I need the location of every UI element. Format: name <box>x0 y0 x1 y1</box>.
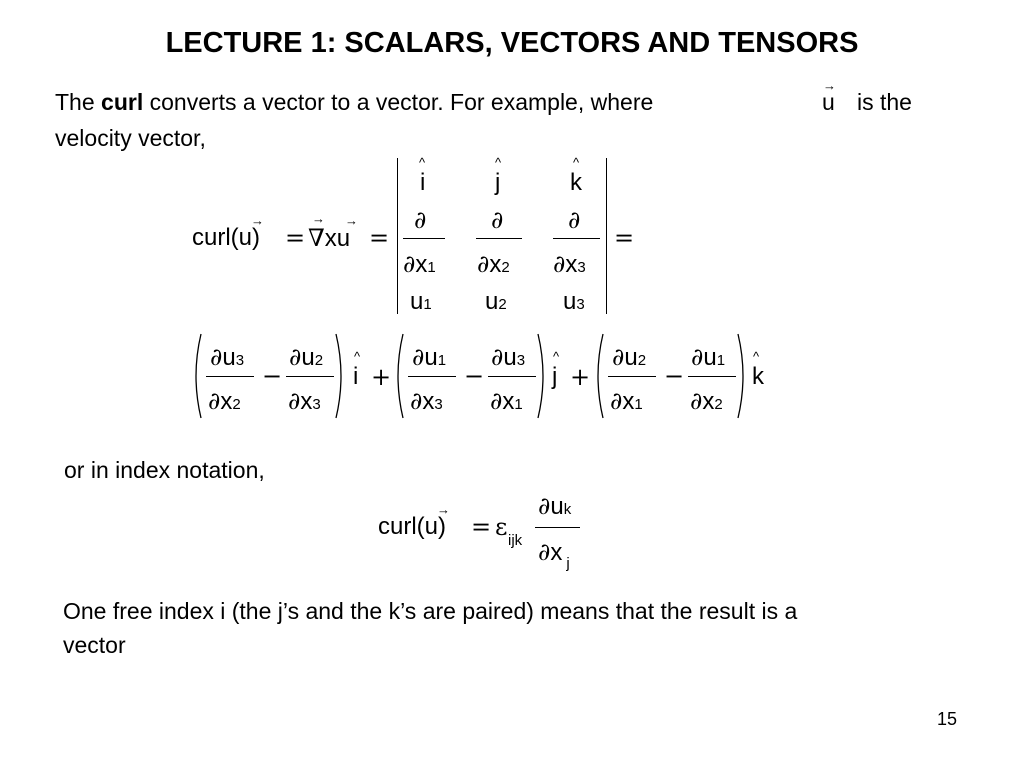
equals-sign: = <box>471 513 492 541</box>
numerator-partial-uk: ∂uk <box>538 492 572 520</box>
numerator-partial-u: ∂u1 <box>691 343 726 371</box>
fraction-bar <box>206 376 254 377</box>
intro-bold-curl: curl <box>101 89 144 115</box>
equals-sign: = <box>285 224 306 252</box>
denominator-partial-x: ∂x3 <box>410 387 443 415</box>
hat-icon: ^ <box>753 349 760 364</box>
unit-i: i <box>420 169 426 196</box>
nabla-cross-u: ∇xu <box>308 224 351 252</box>
numerator-partial-u: ∂u2 <box>612 343 647 371</box>
right-paren <box>537 333 549 419</box>
determinant-left-bar <box>397 158 398 314</box>
denominator-partial-x: ∂x2 <box>690 387 723 415</box>
minus-sign: − <box>664 362 685 390</box>
partial-x2: ∂x2 <box>477 250 510 278</box>
determinant-right-bar <box>606 158 607 314</box>
curl-lhs: curl(u) <box>378 513 447 540</box>
minus-sign: − <box>262 362 283 390</box>
denominator-partial-x: ∂x1 <box>610 387 643 415</box>
left-paren <box>392 333 404 419</box>
component-u3: u3 <box>563 288 585 315</box>
epsilon-subscript: ijk <box>508 532 523 549</box>
equals-sign: = <box>369 224 390 252</box>
intro-line-1 <box>55 91 653 114</box>
hat-icon: ^ <box>573 155 580 170</box>
vector-arrow-icon: → <box>823 78 836 93</box>
numerator-partial-u: ∂u3 <box>210 343 245 371</box>
slide-title: LECTURE 1: SCALARS, VECTORS AND TENSORS <box>165 27 859 59</box>
curl-lhs: curl(u) <box>192 224 261 251</box>
denominator-partial-x: ∂x2 <box>208 387 241 415</box>
partial-x1: ∂x1 <box>403 250 436 278</box>
unit-vector: j <box>552 363 558 390</box>
numerator-partial-u: ∂u1 <box>412 343 447 371</box>
plus-sign: + <box>570 363 591 391</box>
left-paren <box>592 333 604 419</box>
component-u2: u2 <box>485 288 507 315</box>
fraction-bar <box>535 527 580 528</box>
intro-line-2: velocity vector, <box>55 125 206 151</box>
denominator-partial-x: ∂x3 <box>288 387 321 415</box>
left-paren <box>190 333 202 419</box>
fraction-bar <box>553 238 600 239</box>
vector-arrow-icon: → <box>345 213 358 228</box>
intro-suffix: is the <box>857 89 912 115</box>
hat-icon: ^ <box>419 155 426 170</box>
minus-sign: − <box>464 362 485 390</box>
unit-k: k <box>570 169 582 196</box>
index-notation-text: or in index notation, <box>64 457 265 483</box>
conclusion-line-1: One free index i (the j’s and the k’s are paired) means that the result is a <box>63 598 798 624</box>
numerator-partial-u: ∂u2 <box>289 343 324 371</box>
numerator-partial-u: ∂u3 <box>491 343 526 371</box>
partial-x3: ∂x3 <box>553 250 586 278</box>
fraction-bar <box>476 238 522 239</box>
plus-sign: + <box>371 363 392 391</box>
intro-middle: converts a vector to a vector. For example, where <box>149 89 654 115</box>
fraction-bar <box>488 376 536 377</box>
intro-prefix: The <box>55 89 95 115</box>
equals-sign: = <box>614 224 635 252</box>
page-number: 15 <box>937 709 958 729</box>
component-u1: u1 <box>410 288 432 315</box>
intro-vector-u: u <box>822 89 835 115</box>
unit-vector: k <box>752 363 764 390</box>
partial-symbol: ∂ <box>568 206 581 234</box>
right-paren <box>737 333 749 419</box>
hat-icon: ^ <box>495 155 502 170</box>
vector-arrow-icon: → <box>437 502 450 517</box>
unit-vector: i <box>353 363 359 390</box>
conclusion-line-2: vector <box>63 632 126 658</box>
denominator-partial-x: ∂x1 <box>490 387 523 415</box>
fraction-bar <box>608 376 656 377</box>
unit-j: j <box>495 169 501 196</box>
vector-arrow-icon: → <box>251 213 264 228</box>
vector-arrow-icon: → <box>312 211 325 226</box>
right-paren <box>335 333 347 419</box>
fraction-bar <box>403 238 445 239</box>
fraction-bar <box>688 376 736 377</box>
epsilon-symbol: ε <box>495 513 508 541</box>
partial-symbol: ∂ <box>414 206 427 234</box>
partial-symbol: ∂ <box>491 206 504 234</box>
fraction-bar <box>286 376 334 377</box>
hat-icon: ^ <box>354 349 361 364</box>
hat-icon: ^ <box>553 349 560 364</box>
denominator-partial-xj: ∂x $_j$ <box>538 538 570 572</box>
fraction-bar <box>408 376 456 377</box>
